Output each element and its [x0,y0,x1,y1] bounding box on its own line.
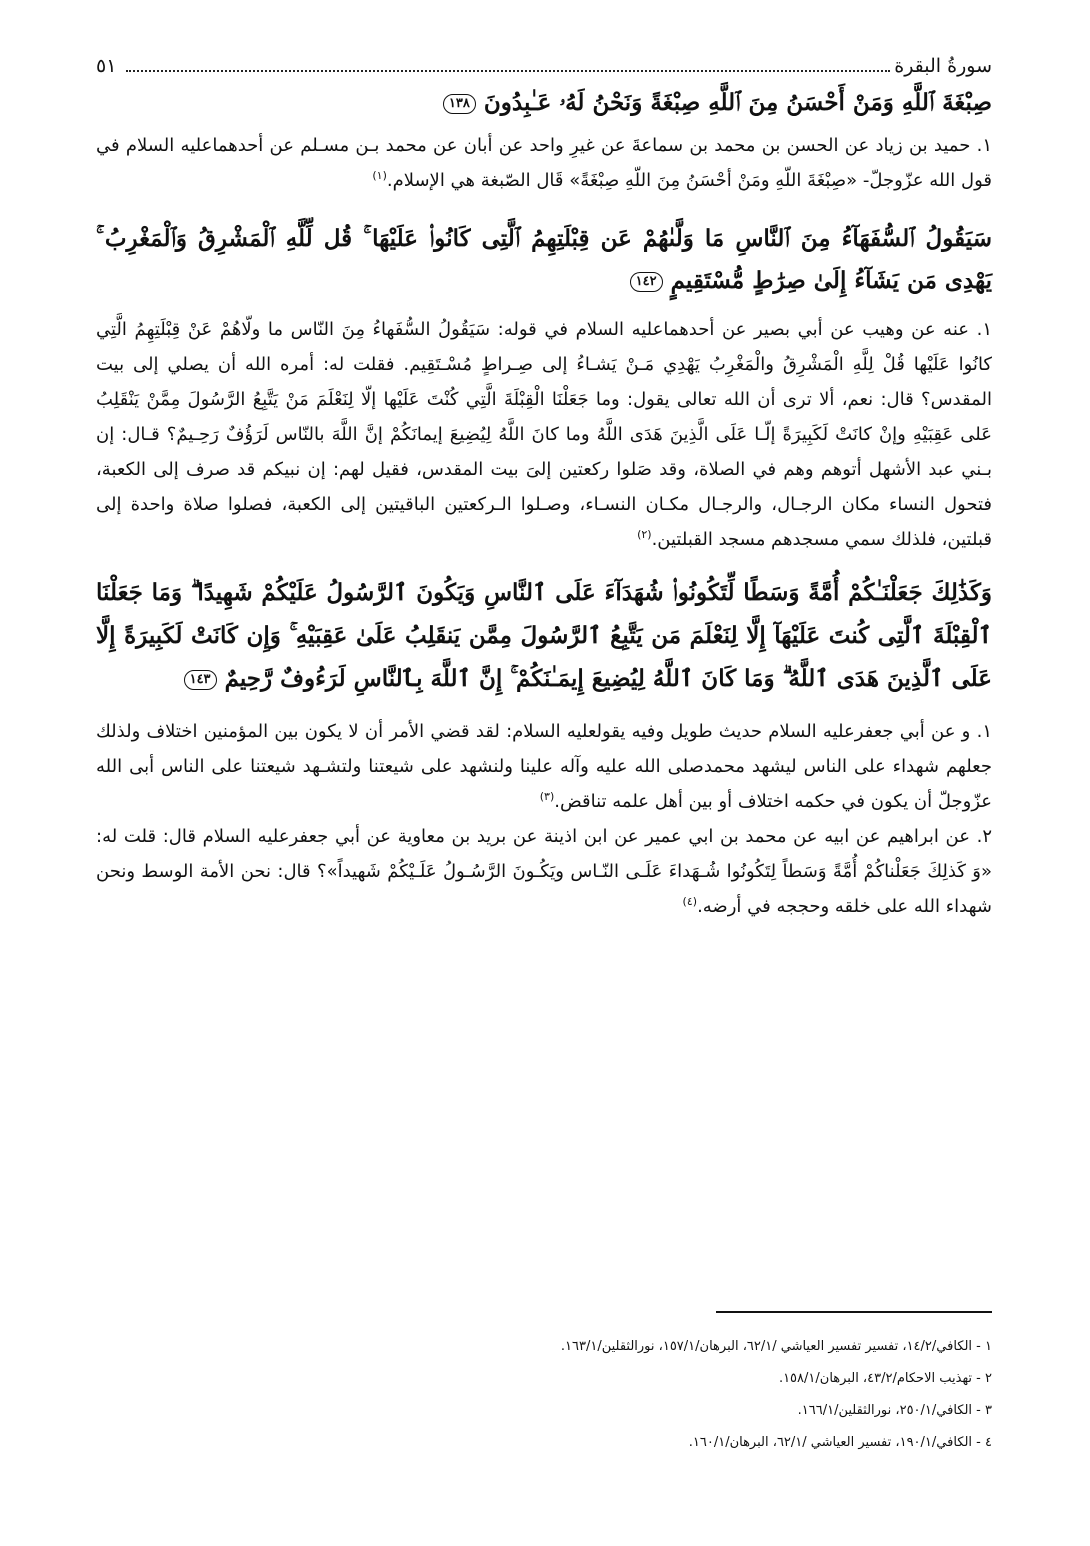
paragraph-text: ٢. عن ابراهيم عن ابيه عن محمد بن ابي عمير عن ابن اذينة عن بريد بن معاوية عن أبي جعفرعليه السلام قال: قلت له: «وَ كَذلِكَ جَعَلْناكُمْ أُمَّةً وَسَطاً لِتَكُونُوا شُـهَداءَ عَلَـى النّـاس ويَكُـونَ الرَّسُـولُ عَلَـيْكُمْ شَهيداً»؟ قال: نحن الأمة الوسط ونحن شهداء الله على خلقه وحججه في أرضه. [96,826,992,917]
header-title-wrap [116,52,992,80]
hadith-paragraph [96,128,992,198]
footnote-separator [716,1311,992,1313]
verse-138 [96,84,992,122]
footnote-item: ٢ - تهذيب الاحكام/٤٣/٢، البرهان/١٥٨/١. [778,1371,992,1386]
footnote-ref: (٢) [637,528,652,541]
footnote-item: ١ - الكافي/١٤/٢، تفسير تفسير العياشي /٦٢/١، البرهان/١٥٧/١، نورالثقلين/١٦٣/١. [560,1339,992,1354]
surah-title: سورةُ البقرة [894,55,992,77]
footnote-ref: (٤) [682,895,698,908]
page-number: ٥١ [96,55,117,77]
verse-142 [96,218,992,302]
leader-dots [126,70,890,72]
paragraph-text: ١. عنه عن وهيب عن أبي بصير عن أحدهماعليه السلام في قوله: سَيَقُولُ السُّفَهاءُ مِنَ النّاس ما ولّاهُمْ عَنْ قِبْلَتِهِمُ الَّتِي كانُوا عَلَيْها قُلْ لِلَّهِ الْمَشْرِقُ والْمَغْرِبُ يَهْدِي مَـنْ يَشـاءُ إلى صِـراطٍ مُسْـتَقِيم. فقلت له: أمره الله أن يصلي إلى بيت المقدس؟ قال: نعم، ألا ترى أن الله تعالى يقول: وما جَعَلْنَا الْقِبْلَةَ الَّتِي كُنْتَ عَلَيْها إلّا لِنَعْلَمَ مَنْ يَتَّبِعُ الرَّسُولَ مِمَّنْ يَنْقَلِبُ عَلى عَقِبَيْهِ وإنْ كانَتْ لَكَبِيرَةً إلّـا عَلَى الَّذِينَ هَدَى اللَّهُ وما كانَ اللَّهُ لِيُضِيعَ إيمانَكُمْ إنَّ اللَّهَ بالنّاس لَرَؤُفٌ رَحِـيمٌ؟ قـال: إن بـني عبد الأشهل أتوهم وهم في الصلاة، وقد صَلوا ركعتين إلىَ بيت المقدس، فقيل لهم: إن نبيكم قد صرف إلى الكعبة، فتحول النساء مكان الرجـال، والرجـال مكـان النسـاء، وصـلوا الـركعتين الباقيتين إلى الكعبة، فصلوا صلاة واحدة إلى قبلتين، فلذلك سمي مسجدهم مسجد القبلتين. [96,319,992,550]
verse-143 [96,571,992,700]
ayah-number-marker: ١٤٣ [184,670,217,690]
footnote-ref: (١) [372,169,387,182]
paragraph-text: ١. و عن أبي جعفرعليه السلام حديث طويل وفيه يقولعليه السلام: لقد قضي الأمر أن لا يكون بين المؤمنين اختلاف ولذلك جعلهم شهداء على الناس ليشهد محمدصلى الله عليه وآله علينا ولنشهد على شيعتنا ولتشـهد شيعتنا على الناس أبى الله عزّوجلّ أن يكون في حكمه اختلاف أو بين أهل علمه تناقض. [96,721,992,812]
footnote-item: ٣ - الكافي/٢٥٠/١، نورالثقلين/١٦٦/١. [797,1403,992,1418]
footnotes [96,1331,992,1459]
verse-text: سَيَقُولُ ٱلسُّفَهَآءُ مِنَ ٱلنَّاسِ مَا وَلَّىٰهُمْ عَن قِبْلَتِهِمُ ٱلَّتِى كَانُوا۟ عَلَيْهَا ۚ قُل لِّلَّهِ ٱلْمَشْرِقُ وَٱلْمَغْرِبُ ۚ يَهْدِى مَن يَشَآءُ إِلَىٰ صِرَٰطٍ مُّسْتَقِيمٍ [96,225,992,294]
verse-text: وَكَذَٰلِكَ جَعَلْنَـٰكُمْ أُمَّةً وَسَطًا لِّتَكُونُوا۟ شُهَدَآءَ عَلَى ٱلنَّاسِ وَيَكُونَ ٱلرَّسُولُ عَلَيْكُمْ شَهِيدًا ۗ وَمَا جَعَلْنَا ٱلْقِبْلَةَ ٱلَّتِى كُنتَ عَلَيْهَآ إِلَّا لِنَعْلَمَ مَن يَتَّبِعُ ٱلرَّسُولَ مِمَّن يَنقَلِبُ عَلَىٰ عَقِبَيْهِ ۚ وَإِن كَانَتْ لَكَبِيرَةً إِلَّا عَلَى ٱلَّذِينَ هَدَى ٱللَّهُ ۗ وَمَا كَانَ ٱللَّهُ لِيُضِيعَ إِيمَـٰنَكُمْ ۚ إِنَّ ٱللَّهَ بِٱلنَّاسِ لَرَءُوفٌ رَّحِيمٌ [96,579,992,692]
hadith-paragraph [96,819,992,924]
paragraph-text: ١. حميد بن زياد عن الحسن بن محمد بن سماعةَ عن غيرِ واحد عن أبان عن محمد بـن مسـلم عن أحدهماعليه السلام في قول الله عزّوجلّ- «صِبْغَةَ اللّهِ ومَنْ أحْسَنُ مِنَ اللّهِ صِبْغَةً» قَال الصّبغة هي الإسلام. [96,135,992,191]
hadith-paragraph [96,714,992,819]
page-body [96,52,992,924]
ayah-number-marker: ١٣٨ [443,94,476,114]
verse-text: صِبْغَةَ ٱللَّهِ وَمَنْ أَحْسَنُ مِنَ ٱللَّهِ صِبْغَةً وَنَحْنُ لَهُۥ عَـٰبِدُونَ [483,89,992,116]
running-header [96,52,992,82]
footnote-item: ٤ - الكافي/١٩٠/١، تفسير العياشي /٦٢/١، البرهان/١٦٠/١. [688,1435,992,1450]
ayah-number-marker: ١٤٢ [630,272,663,292]
hadith-paragraph [96,312,992,557]
footnote-ref: (٣) [539,790,555,803]
